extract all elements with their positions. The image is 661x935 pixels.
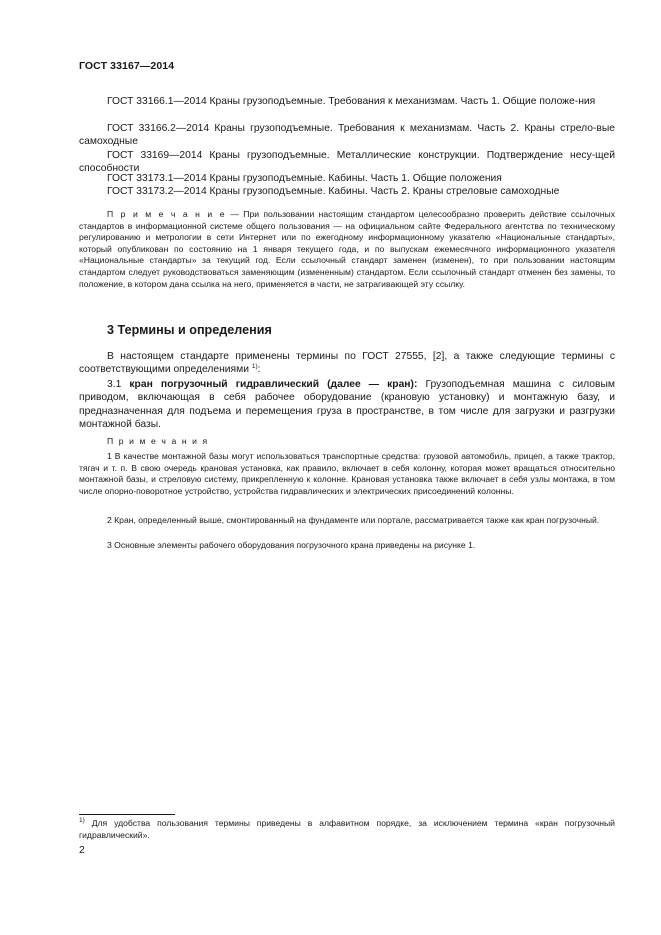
ref-gost-33173-2: ГОСТ 33173.2—2014 Краны грузоподъемные. Кабины. Часть 2. Краны стреловые самоходные	[107, 186, 560, 197]
section-heading: 3 Термины и определения	[107, 323, 272, 337]
intro-end: :	[257, 364, 261, 376]
note-3: 3 Основные элементы рабочего оборудования погрузочного крана приведены на рисунке 1.	[107, 540, 476, 550]
term-number: 3.1	[107, 379, 122, 390]
footnote-ref: 1)	[251, 363, 258, 371]
footnote-text: Для удобства пользования термины приведены в алфавитном порядке, за исключением термина «кран погрузочный гидравлический».	[79, 818, 615, 840]
footnote-divider	[79, 814, 175, 815]
section-intro	[79, 350, 615, 377]
note-2: 2 Кран, определенный выше, смонтированный на фундаменте или портале, рассматривается также как кран погрузочный.	[107, 515, 600, 525]
note-1: 1 В качестве монтажной базы могут использоваться транспортные средства: грузовой автомобиль, прицеп, а также трактор, тягач и т. п. В свою очередь крановая установка, как правило, включает в себя колонну, которая может вращаться относительно монтажной базы, и стреловую систему, прикрепленную к колонне. Крановая установка также включает в себя узлы монтажа, в том числе опорно-поворотное устройство, устройства гидравлических и электрических присоединений колонны.	[79, 451, 615, 496]
note-label: П р и м е ч а н и е	[107, 209, 227, 219]
ref-gost-33173-1: ГОСТ 33173.1—2014 Краны грузоподъемные. Кабины. Часть 1. Общие положения	[107, 173, 502, 184]
ref-gost-33166-2: ГОСТ 33166.2—2014 Краны грузоподъемные. Требования к механизмам. Часть 2. Краны стрело-вые самоходные	[79, 123, 615, 148]
page-number: 2	[79, 845, 85, 856]
document-header: ГОСТ 33167—2014	[79, 60, 175, 72]
normative-note	[79, 209, 615, 290]
term-def: Грузоподъемная машина с силовым приводом, включающая в себя рабочее оборудование (крановую установку) и монтажную базу, и предназначенная для подъема и перемещения груза в пространстве, в том числе для загрузки и разгрузки монтажной базы.	[79, 379, 615, 431]
term-name: кран погрузочный гидравлический (далее — кран):	[129, 379, 418, 390]
notes-label: П р и м е ч а н и я	[107, 436, 209, 446]
intro-text: В настоящем стандарте применены термины по ГОСТ 27555, [2], а также следующие термины с соответствующими определениями	[79, 351, 615, 376]
ref-gost-33169: ГОСТ 33169—2014 Краны грузоподъемные. Металлические конструкции. Подтверждение несу-щей способности	[79, 150, 615, 175]
footnote	[79, 818, 615, 841]
footnote-mark: 1)	[79, 817, 85, 824]
note-text: — При пользовании настоящим стандартом целесообразно проверить действие ссылочных стандартов в информационной системе общего пользования — на официальном сайте Федерального агентства по техническому регулированию и метрологии в сети Интернет или по ежегодному информационному указателю «Национальные стандарты», который опубликован по состоянию на 1 января текущего года, и по выпускам ежемесячного информационного указателя «Национальные стандарты» за текущий год. Если ссылочный стандарт заменен (изменен), то при пользовании настоящим стандартом следует руководствоваться заменяющим (измененным) стандартом. Если ссылочный стандарт отменен без замены, то положение, в котором дана ссылка на него, применяется в части, не затрагивающей эту ссылку.	[79, 209, 616, 289]
ref-gost-33166-1: ГОСТ 33166.1—2014 Краны грузоподъемные. Требования к механизмам. Часть 1. Общие положе-ния	[107, 96, 596, 107]
term-definition	[79, 378, 615, 432]
